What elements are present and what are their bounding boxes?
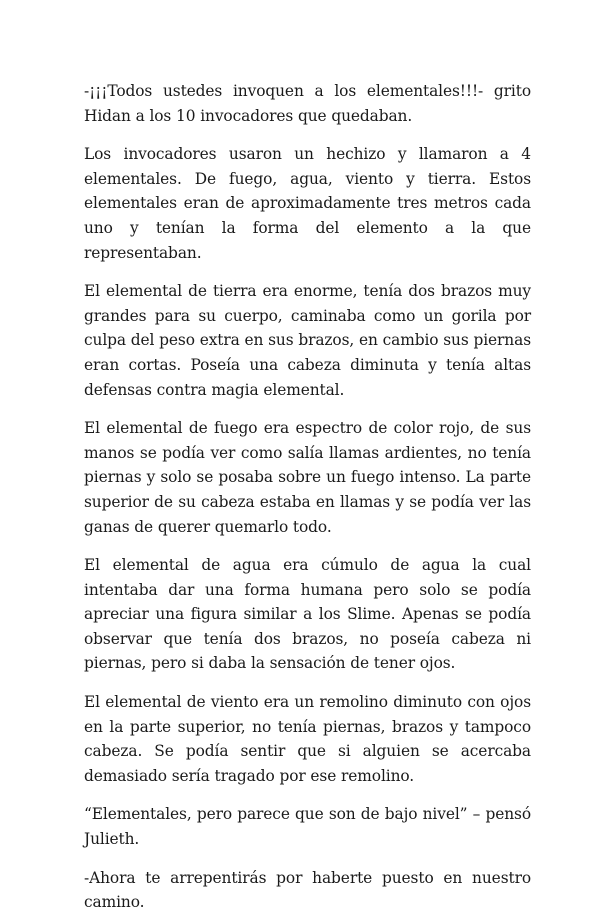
paragraph-5: El elemental de agua era cúmulo de agua la cual intentaba dar una forma humana pero solo se podía apreciar una figura similar a los Slime. Apenas se podía observar que tenía dos brazos, no poseía cabeza ni piernas, pero si daba la sensación de tener ojos. bbox=[84, 556, 531, 673]
paragraph-2: Los invocadores usaron un hechizo y llamaron a 4 elementales. De fuego, agua, viento y tierra. Estos elementales eran de aproximadamente tres metros cada uno y tenían la forma del elemento a la que representaban. bbox=[84, 145, 531, 262]
paragraph-8: -Ahora te arrepentirás por haberte puesto en nuestro camino. bbox=[84, 868, 531, 912]
paragraph-4: El elemental de fuego era espectro de color rojo, de sus manos se podía ver como salía llamas ardientes, no tenía piernas y solo se posaba sobre un fuego intenso. La parte superior de su cabeza estaba en llamas y se podía ver las ganas de querer quemarlo todo. bbox=[84, 419, 531, 536]
paragraph-1: -¡¡¡Todos ustedes invoquen a los elementales!!!- grito Hidan a los 10 invocadores que quedaban. bbox=[84, 82, 531, 125]
paragraph-3: El elemental de tierra era enorme, tenía dos brazos muy grandes para su cuerpo, caminaba como un gorila por culpa del peso extra en sus brazos, en cambio sus piernas eran cortas. Poseía una cabeza diminuta y tenía altas defensas contra magia elemental. bbox=[84, 282, 531, 399]
paragraph-6: El elemental de viento era un remolino diminuto con ojos en la parte superior, no tenía piernas, brazos y tampoco cabeza. Se podía sentir que si alguien se acercaba demasiado sería tragado por ese remolino. bbox=[84, 693, 531, 785]
paragraph-7: “Elementales, pero parece que son de bajo nivel” – pensó Julieth. bbox=[84, 805, 531, 849]
